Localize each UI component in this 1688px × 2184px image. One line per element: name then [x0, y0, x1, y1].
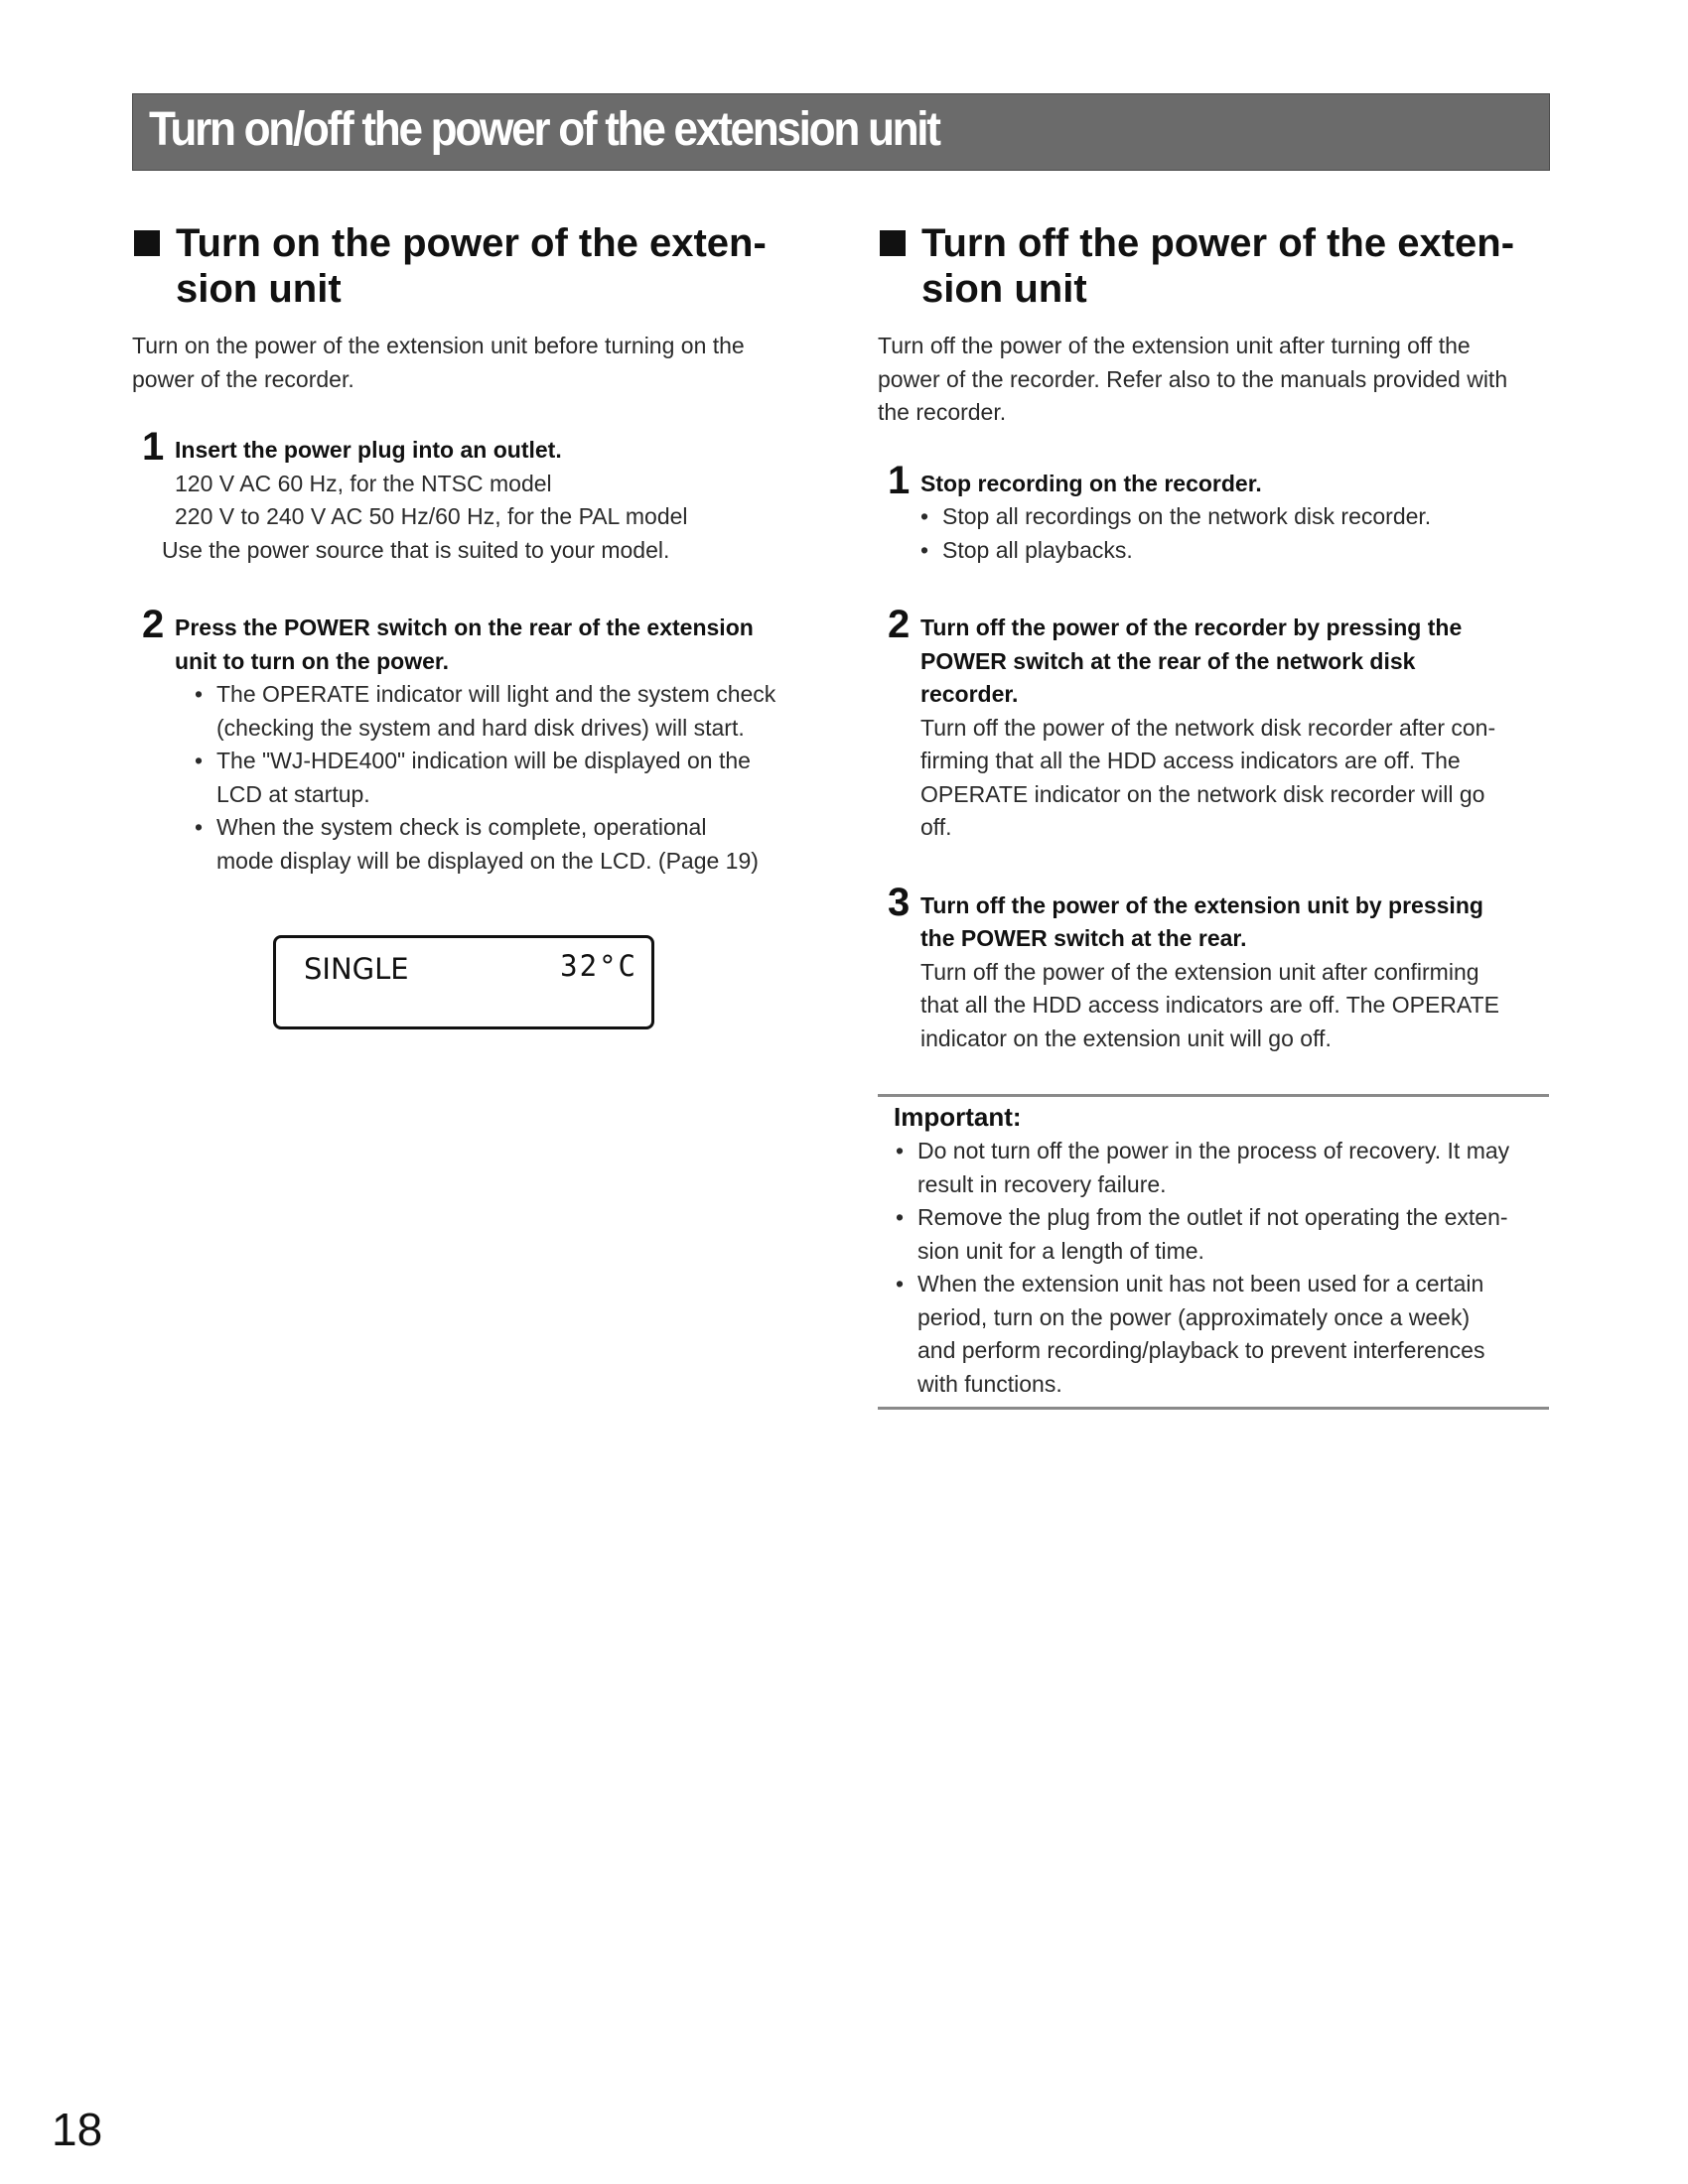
- step-number: 2: [142, 603, 165, 646]
- text-line: sion unit for a length of time.: [917, 1237, 1204, 1264]
- heading-line: sion unit: [176, 267, 342, 311]
- text-line: • When the extension unit has not been used for a certain: [917, 1271, 1484, 1297]
- heading-line: sion unit: [921, 267, 1087, 311]
- text-line: indicator on the extension unit will go off.: [920, 1024, 1332, 1051]
- step-title-line: Press the POWER switch on the rear of the extension: [175, 614, 754, 640]
- step-title: Stop recording on the recorder.: [920, 470, 1262, 496]
- page-number: 18: [52, 2104, 103, 2155]
- list-item: • Stop all playbacks.: [920, 534, 1553, 568]
- step-number: 1: [888, 458, 911, 502]
- list-item: [896, 1135, 1549, 1201]
- text-line: OPERATE indicator on the network disk recorder will go: [920, 780, 1485, 807]
- text-line: (checking the system and hard disk drives) will start.: [216, 714, 745, 741]
- text-line: • The OPERATE indicator will light and the system check: [216, 681, 776, 707]
- right-column: [878, 220, 1553, 1397]
- step-number: 3: [888, 880, 911, 924]
- step-number: 2: [888, 603, 911, 646]
- list-item: [896, 1201, 1549, 1268]
- title-banner: [132, 93, 1550, 171]
- text-line: LCD at startup.: [216, 780, 370, 807]
- section-heading-turn-off: [878, 220, 1553, 312]
- square-bullet-icon: [880, 230, 906, 256]
- text-line: the recorder.: [878, 399, 1007, 425]
- step-title-line: recorder.: [920, 681, 1019, 707]
- text-line: • Remove the plug from the outlet if not operating the exten-: [917, 1204, 1508, 1230]
- text-line: Turn off the power of the network disk recorder after con-: [920, 714, 1496, 741]
- text-line: that all the HDD access indicators are off. The OPERATE: [920, 992, 1499, 1018]
- list-item: [195, 811, 807, 878]
- step-2-turn-off-recorder: [878, 603, 1553, 845]
- text-line: mode display will be displayed on the LCD. (Page 19): [216, 847, 759, 874]
- text-line: Turn off the power of the extension unit after confirming: [920, 958, 1479, 985]
- list-item: [896, 1268, 1549, 1401]
- lcd-mode-text: SINGLE: [304, 952, 409, 986]
- text-line: result in recovery failure.: [917, 1170, 1167, 1197]
- bullet-list: [195, 678, 807, 878]
- text-line: Turn off the power of the extension unit after turning off the: [878, 333, 1471, 358]
- intro-paragraph: [878, 330, 1553, 430]
- square-bullet-icon: [134, 230, 160, 256]
- text-line: • The "WJ-HDE400" indication will be displayed on the: [216, 748, 751, 773]
- heading-line: Turn off the power of the exten-: [921, 221, 1515, 265]
- text-line: with functions.: [917, 1370, 1062, 1397]
- text-line: firming that all the HDD access indicators are off. The: [920, 748, 1461, 773]
- text-line: power of the recorder. Refer also to the manuals provided with: [878, 365, 1508, 392]
- lcd-display: [273, 935, 654, 1029]
- step-2-press-power: [132, 603, 807, 878]
- bullet-list: [896, 1135, 1549, 1401]
- text-line: • Do not turn off the power in the process of recovery. It may: [917, 1138, 1510, 1163]
- page-title: Turn on/off the power of the extension unit: [149, 103, 939, 156]
- list-item: • Stop all recordings on the network disk recorder.: [920, 500, 1553, 534]
- text-line: Turn on the power of the extension unit before turning on the: [132, 333, 745, 358]
- step-title-line: the POWER switch at the rear.: [920, 925, 1247, 951]
- voltage-line: 220 V to 240 V AC 50 Hz/60 Hz, for the PAL model: [175, 503, 688, 529]
- important-box: [878, 1094, 1549, 1410]
- step-number: 1: [142, 425, 165, 469]
- bullet-list: [920, 500, 1553, 567]
- text-line: period, turn on the power (approximately once a week): [917, 1303, 1471, 1330]
- step-title-line: Turn off the power of the extension unit by pressing: [920, 891, 1483, 918]
- text-line: • When the system check is complete, operational: [216, 814, 707, 840]
- list-item: [195, 678, 807, 745]
- power-note: Use the power source that is suited to your model.: [162, 536, 670, 563]
- step-title-line: Turn off the power of the recorder by pressing the: [920, 614, 1463, 640]
- step-1-stop-recording: [878, 458, 1553, 568]
- voltage-line: 120 V AC 60 Hz, for the NTSC model: [175, 470, 552, 496]
- intro-paragraph: [132, 330, 807, 396]
- section-heading-turn-on: [132, 220, 807, 312]
- left-column: [132, 220, 807, 986]
- text-line: off.: [920, 814, 952, 840]
- text-line: and perform recording/playback to prevent interferences: [917, 1337, 1485, 1363]
- step-3-turn-off-extension: [878, 880, 1553, 1056]
- step-1-insert-plug: [132, 425, 807, 567]
- important-label: Important:: [894, 1102, 1022, 1132]
- step-title-line: POWER switch at the rear of the network disk: [920, 647, 1416, 674]
- text-line: power of the recorder.: [132, 365, 354, 392]
- step-title-line: unit to turn on the power.: [175, 647, 449, 674]
- step-title: Insert the power plug into an outlet.: [175, 437, 562, 463]
- list-item: [195, 745, 807, 811]
- lcd-temperature: 32°C: [560, 949, 637, 983]
- heading-line: Turn on the power of the exten-: [176, 221, 767, 265]
